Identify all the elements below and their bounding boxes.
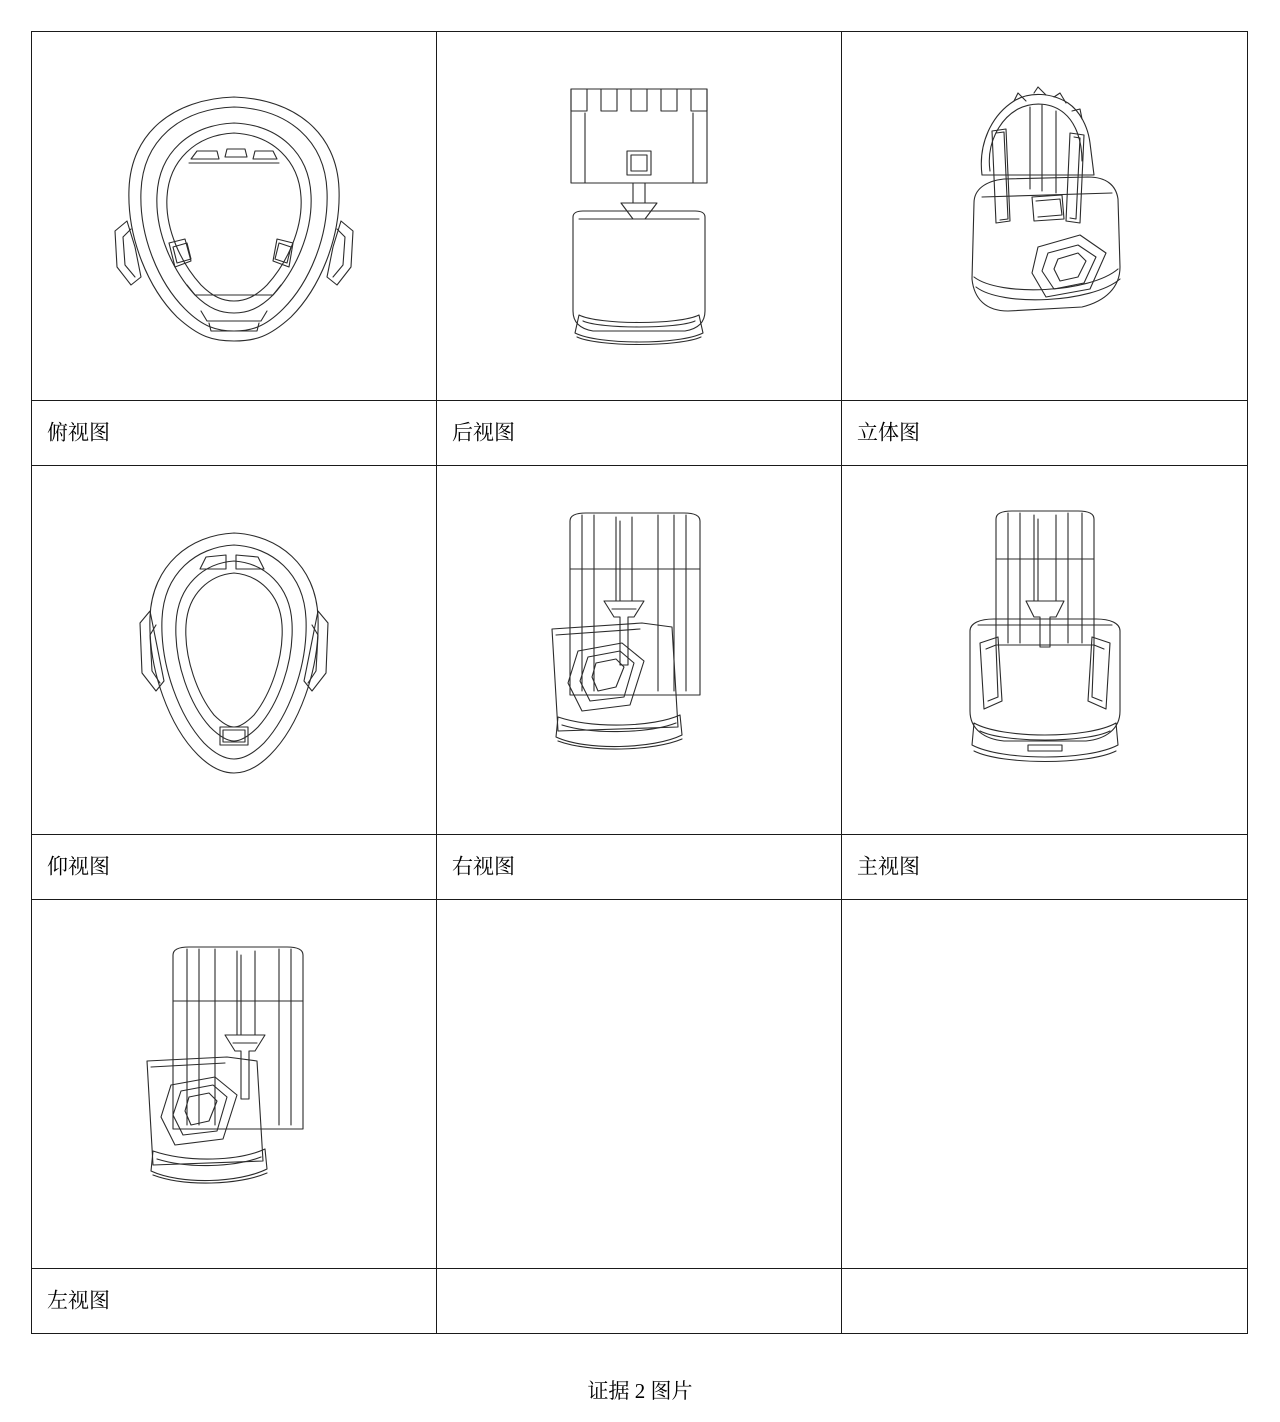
document-caption: 证据 2 图片	[587, 1379, 693, 1403]
label-cell-front-view	[842, 835, 1248, 900]
label-cell-right-view	[437, 835, 842, 900]
cell-perspective-view	[842, 32, 1248, 401]
table-row	[32, 900, 1248, 1269]
figure-label: 立体图	[857, 420, 920, 445]
label-cell-rear-view	[437, 401, 842, 466]
label-cell-perspective-view	[842, 401, 1248, 466]
figure-label: 俯视图	[47, 420, 110, 445]
rear-view-drawing	[437, 32, 841, 400]
figure-label: 后视图	[452, 420, 515, 445]
table-row	[32, 1269, 1248, 1334]
right-view-drawing	[437, 466, 841, 834]
cell-rear-view	[437, 32, 842, 401]
figure-label: 主视图	[857, 854, 920, 879]
table-row	[32, 835, 1248, 900]
label-cell-empty-1	[437, 1269, 842, 1334]
table-row	[32, 32, 1248, 401]
cell-empty-1	[437, 900, 842, 1269]
perspective-view-drawing	[842, 32, 1247, 400]
top-view-drawing	[32, 32, 436, 400]
cell-bottom-view	[32, 466, 437, 835]
figure-label: 左视图	[47, 1288, 110, 1313]
label-cell-bottom-view	[32, 835, 437, 900]
left-view-drawing	[32, 900, 436, 1268]
figure-label: 仰视图	[47, 854, 110, 879]
drawing-table	[31, 31, 1248, 1334]
label-cell-left-view	[32, 1269, 437, 1334]
label-cell-empty-2	[842, 1269, 1248, 1334]
cell-front-view	[842, 466, 1248, 835]
cell-right-view	[437, 466, 842, 835]
bottom-view-drawing	[32, 466, 436, 834]
cell-left-view	[32, 900, 437, 1269]
figure-label: 右视图	[452, 854, 515, 879]
cell-empty-2	[842, 900, 1248, 1269]
label-cell-top-view	[32, 401, 437, 466]
cell-top-view	[32, 32, 437, 401]
table-row	[32, 401, 1248, 466]
front-view-drawing	[842, 466, 1247, 834]
table-row	[32, 466, 1248, 835]
